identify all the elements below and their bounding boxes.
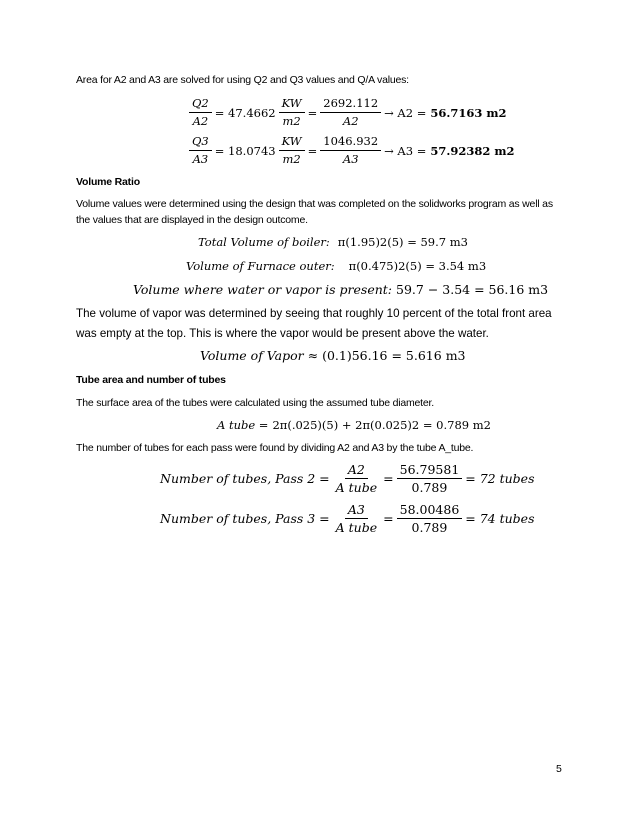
equation-vapor-volume bbox=[200, 348, 466, 363]
equation-boiler-volume bbox=[198, 235, 468, 249]
rhs-numerator: 1046.932 bbox=[320, 134, 381, 151]
equation-result: 56.7163 m2 bbox=[430, 105, 507, 120]
lhs-denominator: A3 bbox=[192, 152, 209, 166]
rhs-denominator: A3 bbox=[342, 152, 359, 166]
tube-area-paragraph: The surface area of the tubes were calculated using the assumed tube diameter. bbox=[76, 397, 434, 409]
equation-result: = 74 tubes bbox=[465, 511, 535, 526]
equation-pass-3: Number of tubes, Pass 3 = $\frac{A3}{\text{A tube}}$ = $\frac{58.00486}{0.789}$ = 74 tubes bbox=[160, 502, 535, 535]
unit-fraction bbox=[279, 96, 305, 129]
equation-a2 bbox=[186, 96, 507, 129]
volume-ratio-heading: Volume Ratio bbox=[76, 176, 140, 188]
volume-paragraph: Volume values were determined using the design that was completed on the solidworks program as well as the values that are displayed in the design outcome. bbox=[76, 198, 553, 226]
ratio-numerator: A3 bbox=[345, 502, 368, 519]
ratio-numerator: A2 bbox=[345, 462, 368, 479]
tube-area-heading: Tube area and number of tubes bbox=[76, 374, 226, 386]
value-denominator: 0.789 bbox=[411, 480, 448, 495]
arrow-result-label: → A3 = bbox=[384, 143, 427, 158]
lhs-numerator: Q3 bbox=[189, 134, 212, 151]
equation-value: = 47.4662 bbox=[214, 105, 276, 120]
equation-label: Number of tubes, Pass 3 = bbox=[160, 511, 330, 526]
equation-label: Volume of Furnace outer: bbox=[186, 259, 335, 273]
equation-result: 57.92382 m2 bbox=[430, 143, 515, 158]
equals-sign: = bbox=[307, 105, 318, 120]
equation-expression: 59.7 − 3.54 = 56.16 m3 bbox=[396, 282, 549, 297]
intro-paragraph: Area for A2 and A3 are solved for using Q2 and Q3 values and Q/A values: bbox=[76, 74, 409, 86]
equation-expression: π(1.95)2(5) = 59.7 m3 bbox=[337, 235, 468, 249]
equation-expression: π(0.475)2(5) = 3.54 m3 bbox=[348, 259, 487, 273]
rhs-denominator: A2 bbox=[342, 114, 359, 128]
lhs-fraction bbox=[189, 134, 212, 167]
equation-label: Volume where water or vapor is present: bbox=[133, 282, 393, 297]
equation-tube-area bbox=[217, 418, 491, 432]
unit-numerator: KW bbox=[279, 96, 305, 113]
equation-water-volume bbox=[133, 282, 548, 297]
tube-count-paragraph: The number of tubes for each pass were found by dividing A2 and A3 by the tube A_tube. bbox=[76, 442, 474, 454]
page-number: 5 bbox=[556, 763, 562, 775]
equation-label: Number of tubes, Pass 2 = bbox=[160, 471, 330, 486]
value-numerator: 58.00486 bbox=[397, 502, 463, 519]
equation-furnace-volume bbox=[186, 259, 486, 273]
value-fraction bbox=[397, 502, 463, 535]
equation-pass-2: Number of tubes, Pass 2 = $\frac{A2}{\text{A tube}}$ = $\frac{56.79581}{0.789}$ = 72 tubes bbox=[160, 462, 535, 495]
equals-sign: = bbox=[307, 143, 318, 158]
value-denominator: 0.789 bbox=[411, 520, 448, 535]
equation-a3 bbox=[186, 134, 515, 167]
equation-result: = 72 tubes bbox=[465, 471, 535, 486]
ratio-denominator: A tube bbox=[335, 520, 378, 535]
lhs-denominator: A2 bbox=[192, 114, 209, 128]
value-fraction bbox=[397, 462, 463, 495]
unit-denominator: m2 bbox=[282, 114, 301, 128]
equation-label: Total Volume of boiler: bbox=[198, 235, 330, 249]
arrow-result-label: → A2 = bbox=[384, 105, 427, 120]
equation-expression: (0.1)56.16 = 5.616 m3 bbox=[322, 348, 466, 363]
vapor-paragraph: The volume of vapor was determined by seeing that roughly 10 percent of the total front area was empty at the top. This is where the vapor would be present above the water. bbox=[76, 307, 552, 340]
unit-numerator: KW bbox=[279, 134, 305, 151]
value-numerator: 56.79581 bbox=[397, 462, 463, 479]
lhs-fraction bbox=[189, 96, 212, 129]
equation-value: = 18.0743 bbox=[214, 143, 276, 158]
rhs-numerator: 2692.112 bbox=[320, 96, 381, 113]
lhs-numerator: Q2 bbox=[189, 96, 212, 113]
unit-fraction bbox=[279, 134, 305, 167]
rhs-fraction bbox=[320, 134, 381, 167]
rhs-fraction bbox=[320, 96, 381, 129]
ratio-fraction bbox=[333, 462, 380, 495]
equation-label: A tube = bbox=[217, 418, 269, 432]
ratio-fraction bbox=[333, 502, 380, 535]
ratio-denominator: A tube bbox=[335, 480, 378, 495]
unit-denominator: m2 bbox=[282, 152, 301, 166]
equation-label: Volume of Vapor ≈ bbox=[200, 348, 319, 363]
equation-expression: 2π(.025)(5) + 2π(0.025)2 = 0.789 m2 bbox=[272, 418, 491, 432]
